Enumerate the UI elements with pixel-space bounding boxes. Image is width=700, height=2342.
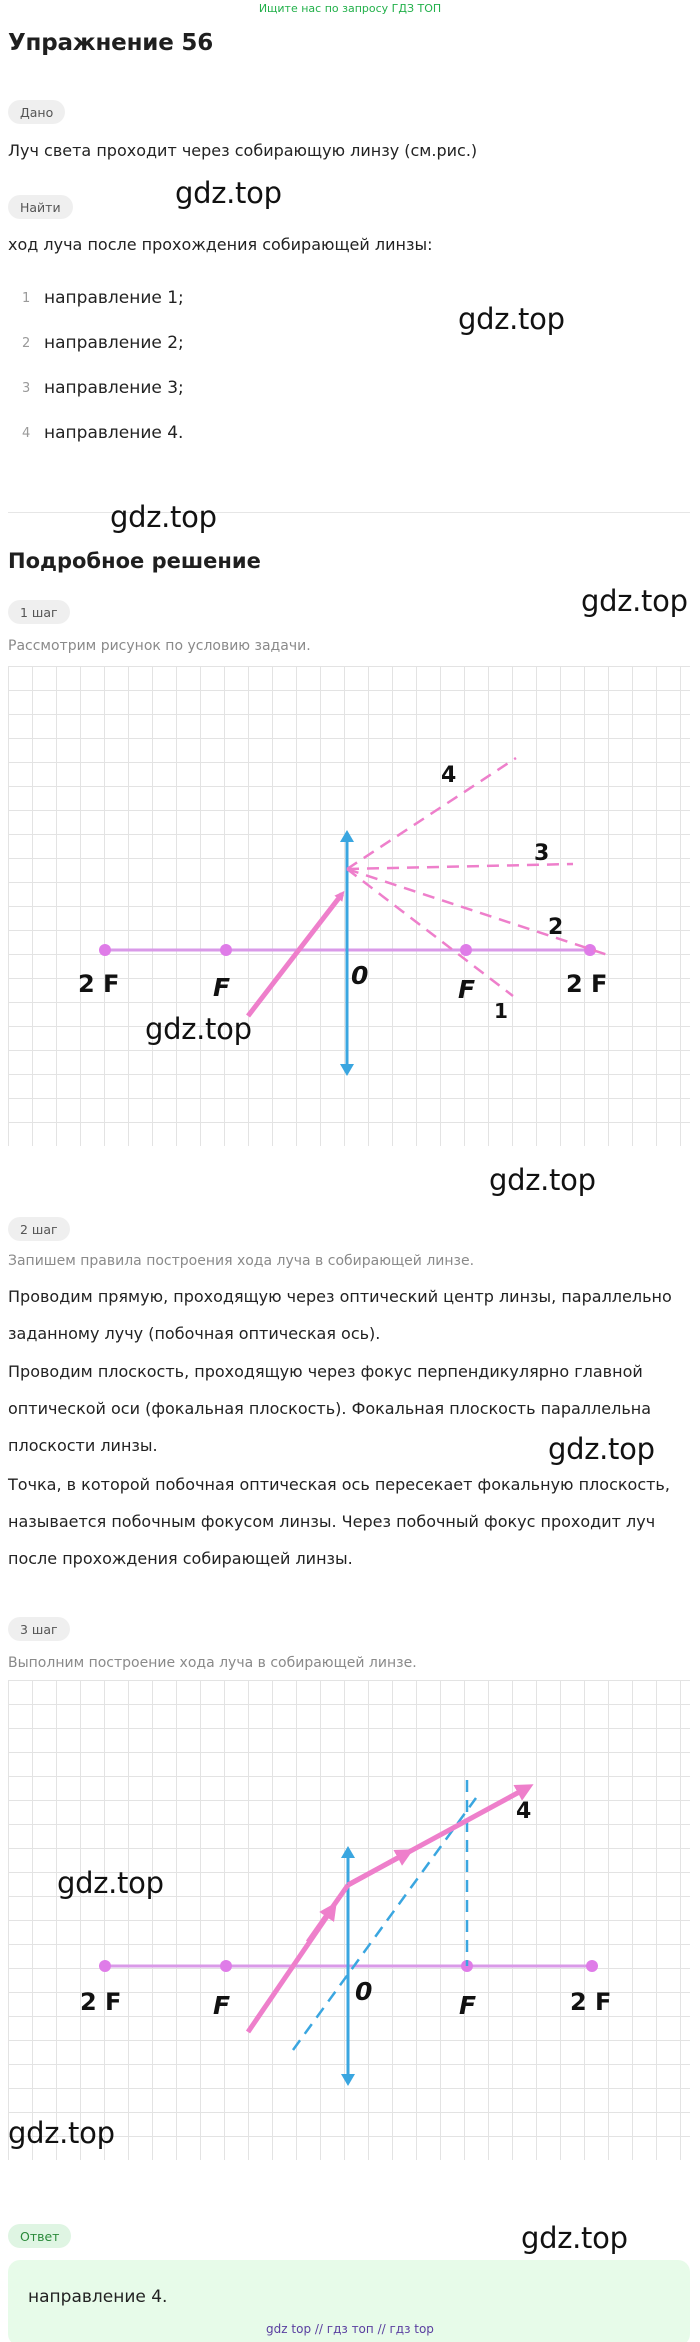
label-o: 0	[355, 1977, 373, 2006]
label-ray-1: 1	[494, 999, 508, 1023]
figure-1	[8, 666, 690, 1146]
label-o: 0	[351, 961, 369, 990]
ray-option-1	[347, 869, 513, 996]
watermark: gdz.top	[581, 584, 688, 618]
watermark: gdz.top	[489, 1163, 596, 1197]
step3-chip: 3 шаг	[8, 1617, 70, 1641]
watermark: gdz.top	[8, 2116, 115, 2150]
watermark: gdz.top	[521, 2221, 628, 2255]
ray-option-4	[347, 758, 516, 869]
list-item-number: 3	[22, 381, 31, 396]
step3-caption: Выполним построение хода луча в собирающей линзе.	[8, 1655, 417, 1671]
find-chip: Найти	[8, 195, 73, 219]
label-ray-2: 2	[548, 915, 564, 940]
ray-option-2	[347, 869, 611, 956]
list-item-text: направление 3;	[44, 378, 184, 398]
point-f-left	[220, 944, 232, 956]
step2-chip: 2 шаг	[8, 1217, 70, 1241]
list-item-number: 4	[22, 426, 31, 441]
step2-paragraph-2: Проводим плоскость, проходящую через фокус перпендикулярно главной оптической оси (фокальная плоскость). Фокальная плоскость параллельна плоскости линзы.	[8, 1362, 652, 1455]
step2-paragraph-1: Проводим прямую, проходящую через оптический центр линзы, параллельно заданному лучу (побочная оптическая ось).	[8, 1287, 672, 1343]
label-ray-3: 3	[534, 841, 550, 866]
watermark: gdz.top	[57, 1866, 164, 1900]
watermark: gdz.top	[145, 1012, 252, 1046]
label-ray-4: 4	[516, 1799, 532, 1824]
list-item-number: 2	[22, 336, 31, 351]
point-2f-left	[99, 944, 111, 956]
incident-ray-continuation	[308, 1885, 348, 1942]
point-f-right	[460, 944, 472, 956]
step2-caption: Запишем правила построения хода луча в собирающей линзе.	[8, 1253, 475, 1269]
watermark: gdz.top	[175, 176, 282, 210]
point-f-left	[220, 1960, 232, 1972]
label-f-right: F	[458, 975, 476, 1004]
point-2f-right	[586, 1960, 598, 1972]
given-chip: Дано	[8, 100, 65, 124]
point-2f-left	[99, 1960, 111, 1972]
list-item-text: направление 1;	[44, 288, 184, 308]
label-f-left: F	[213, 973, 231, 1002]
label-2f-left: 2 F	[78, 970, 120, 998]
label-2f-right: 2 F	[566, 970, 608, 998]
label-f-right: F	[459, 1991, 477, 2020]
solution-heading: Подробное решение	[8, 549, 261, 573]
watermark: gdz.top	[110, 500, 217, 534]
answer-text: направление 4.	[28, 2287, 168, 2307]
incident-ray	[248, 894, 342, 1016]
label-2f-right: 2 F	[570, 1988, 612, 2016]
watermark: gdz.top	[548, 1432, 655, 1466]
step2-paragraph-3: Точка, в которой побочная оптическая ось пересекает фокальную плоскость, называется побочным фокусом линзы. Через побочный фокус проходит луч после прохождения собирающей линзы.	[8, 1475, 670, 1568]
top-banner[interactable]: Ищите нас по запросу ГДЗ ТОП	[258, 2, 442, 15]
label-2f-left: 2 F	[80, 1988, 122, 2016]
label-f-left: F	[213, 1991, 231, 2020]
find-text: ход луча после прохождения собирающей линзы:	[8, 235, 433, 254]
page-title: Упражнение 56	[8, 30, 214, 56]
watermark: gdz.top	[458, 302, 565, 336]
figure-2	[8, 1680, 690, 2160]
answer-chip: Ответ	[8, 2224, 71, 2248]
list-item-text: направление 4.	[44, 423, 184, 443]
label-ray-4: 4	[441, 763, 457, 788]
footer-links[interactable]: gdz top // гдз топ // гдз top	[266, 2322, 434, 2336]
step1-caption: Рассмотрим рисунок по условию задачи.	[8, 638, 311, 654]
list-item-number: 1	[22, 291, 31, 306]
refracted-ray-mid-arrow	[348, 1855, 403, 1885]
given-text: Луч света проходит через собирающую линзу (см.рис.)	[8, 141, 478, 160]
list-item-text: направление 2;	[44, 333, 184, 353]
step1-chip: 1 шаг	[8, 600, 70, 624]
